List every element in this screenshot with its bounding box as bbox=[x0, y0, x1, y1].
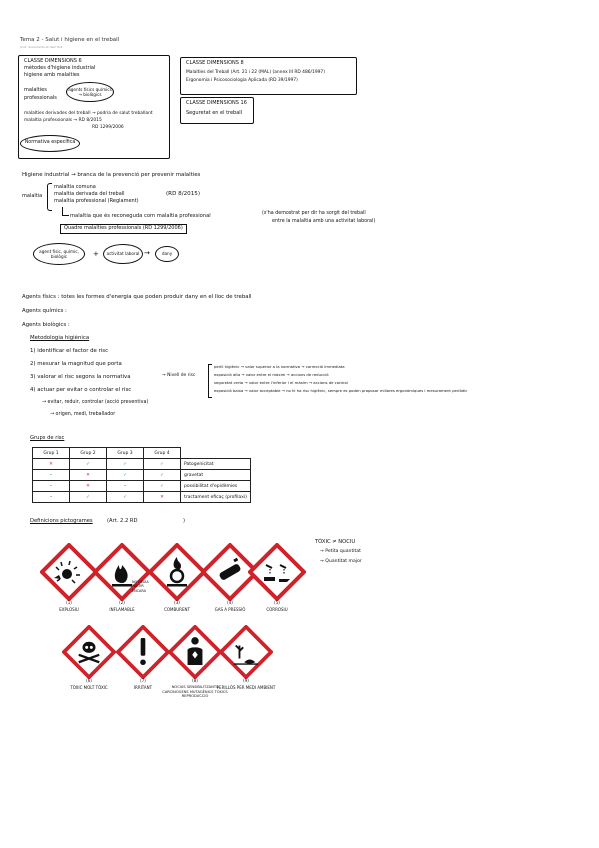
higiene-heading: Higiene industrial → branca de la prevenció per prevenir malalties bbox=[22, 172, 201, 178]
table-cell: ✕ bbox=[70, 470, 107, 481]
flow-activity: activitat laboral bbox=[103, 244, 143, 264]
table-cell: – bbox=[33, 481, 70, 492]
method-step: 4) actuar per evitar o controlar el risc bbox=[30, 387, 132, 393]
row-label: gravetat bbox=[181, 470, 251, 481]
picto-num: (2) bbox=[119, 600, 125, 605]
arrow-line: malaltia que és reconeguda com malaltia professional bbox=[70, 213, 211, 219]
normativa-oval: Normativa específica bbox=[20, 135, 80, 152]
picto-label: TÒXIC MOLT TÒXIC bbox=[70, 685, 108, 690]
picto-num: (6) bbox=[86, 678, 92, 683]
picto-num: (7) bbox=[140, 678, 146, 683]
table-cell: ✓ bbox=[144, 459, 181, 470]
picto-num: (3) bbox=[174, 600, 180, 605]
method-step: 1) identificar el factor de risc bbox=[30, 348, 109, 354]
col-header: Grup 3 bbox=[107, 448, 144, 459]
action-sub: → evitar, reduir, controlar (acció preventiva) bbox=[42, 400, 149, 405]
quadre-box: Quadre malalties professionals (RD 1299/2006) bbox=[60, 224, 187, 234]
method-step: 2) mesurar la magnitud que porta bbox=[30, 361, 122, 367]
picto-num: (8) bbox=[192, 678, 198, 683]
box1-line: higiene amb malalties bbox=[24, 72, 80, 78]
rd-ref: (RD 8/2015) bbox=[166, 191, 201, 197]
table-header-row bbox=[33, 448, 251, 459]
page-title: Tema 2 - Salut i higiene en el treball bbox=[20, 37, 120, 43]
arrow-bend bbox=[62, 207, 69, 216]
nivell-risc: → Nivell de risc bbox=[162, 373, 196, 378]
col-header: Grup 1 bbox=[33, 448, 70, 459]
flow-plus: + bbox=[93, 250, 99, 258]
box3-title: CLASSE DIMENSIONS 16 bbox=[186, 100, 247, 106]
brace-item: malaltia comuna bbox=[54, 184, 96, 190]
oxidizer-icon bbox=[148, 543, 206, 601]
method-step: 3) valorar el risc segons la normativa bbox=[30, 374, 131, 380]
box3-line: Seguretat en el treball bbox=[186, 110, 243, 116]
table-cell: ✕ bbox=[33, 459, 70, 470]
row-label: possibilitat d'epidèmies bbox=[181, 481, 251, 492]
table-cell: ✓ bbox=[107, 470, 144, 481]
row-label: tractament eficaç (profilaxi) bbox=[181, 492, 251, 503]
toxic-note: TÒXIC ≠ NOCIU bbox=[315, 539, 356, 545]
picto-num: (4) bbox=[227, 600, 233, 605]
pictograms-note: (Art. 2.2 RD bbox=[107, 518, 138, 524]
arrow-note: (s'ha demostrat per dir ha sorgit del treball bbox=[262, 211, 366, 216]
agents-quimics: Agents químics : bbox=[22, 308, 67, 314]
table-cell: ✕ bbox=[70, 481, 107, 492]
groups-heading: Grups de risc bbox=[30, 435, 65, 441]
picto-label: NOCIUS SENSIBILITZANTS CARCINÒGENS MUTAGÈNICS TÒXICS REPRODUCCIÓ bbox=[162, 685, 228, 699]
table-cell: ✓ bbox=[107, 459, 144, 470]
table-row bbox=[33, 459, 251, 470]
risk-line: exposició alta → valor entre el màxim → accions de reducció bbox=[214, 372, 329, 377]
risk-line: perill higiènic → valor superior a la normativa → correcció immediata bbox=[214, 364, 345, 369]
table-cell: – bbox=[107, 481, 144, 492]
box1-line: malalties professionals bbox=[24, 87, 57, 101]
table-cell: ✓ bbox=[144, 470, 181, 481]
table-cell: – bbox=[33, 470, 70, 481]
agents-oval: agents físics químics → biològics bbox=[66, 82, 114, 102]
box1-line: RD 1299/2006 bbox=[92, 125, 124, 130]
health-hazard-icon bbox=[168, 625, 222, 679]
table-cell: ✓ bbox=[70, 459, 107, 470]
toxic-note: → Quantitat major bbox=[320, 559, 362, 564]
box2-line: Ergonomia i Psicosociologia Aplicada (RD 39/1997) bbox=[186, 78, 298, 83]
picto-num: (1) bbox=[66, 600, 72, 605]
box1-line: malalties derivades del treball → podria de salut treballant bbox=[24, 111, 153, 116]
table-cell: ✕ bbox=[144, 492, 181, 503]
box1-line: CLASSE DIMENSIONS 6 bbox=[24, 58, 82, 64]
row-label: Patogenicitat bbox=[181, 459, 251, 470]
brace-item: malaltia derivada del treball bbox=[54, 191, 125, 197]
table-cell: – bbox=[33, 492, 70, 503]
table-row bbox=[33, 470, 251, 481]
metodologia-heading: Metodologia higiènica bbox=[30, 335, 90, 341]
picto-label: IRRITANT bbox=[133, 685, 153, 690]
flow-dany: dany bbox=[155, 246, 179, 262]
picto-num: (5) bbox=[274, 600, 280, 605]
toxic-note: → Petita quantitat bbox=[320, 549, 361, 554]
action-sub: → origen, medi, treballador bbox=[50, 412, 116, 417]
exclamation-icon bbox=[116, 625, 170, 679]
arrow-note: entre la malaltia amb una activitat laboral) bbox=[272, 219, 376, 224]
explosive-icon bbox=[40, 543, 98, 601]
brace bbox=[208, 364, 212, 398]
flow-agent: agent físic, químic, biològic bbox=[33, 243, 85, 265]
agents-fisics: Agents físics : totes les formes d'energia que poden produir dany en el lloc de treball bbox=[22, 294, 252, 300]
col-header: Grup 4 bbox=[144, 448, 181, 459]
flame-note: NO DEIXA PARTIR ENCARA bbox=[132, 580, 149, 593]
col-header: Grup 2 bbox=[70, 448, 107, 459]
table-cell: ✓ bbox=[70, 492, 107, 503]
box2-title: CLASSE DIMENSIONS 8 bbox=[186, 60, 244, 66]
groups-table bbox=[32, 447, 251, 503]
picto-label: COMBURENT bbox=[164, 607, 190, 612]
brace bbox=[47, 183, 52, 211]
risk-line: seguretat certa → valor entre l'inferior i el màxim → accions de control bbox=[214, 380, 348, 385]
risk-line: exposició baixa → valor acceptable → no hi ha risc higiènic, sempre es poden proposar millores ergonòmiques i mesurament periòdic bbox=[214, 388, 468, 393]
picto-label: PERILLÓS PER MEDI AMBIENT bbox=[216, 685, 276, 690]
picto-label: CORROSIU bbox=[266, 607, 288, 612]
flow-arrow: → bbox=[144, 249, 150, 257]
corrosive-icon bbox=[248, 543, 306, 601]
table-cell: ✓ bbox=[107, 492, 144, 503]
picto-label: EXPLOSIU bbox=[59, 607, 79, 612]
box2-line: Malalties del Treball (Art. 21 i 22 (MAL) (annex III RD 486/1997) bbox=[186, 70, 325, 75]
picto-label: GAS A PRESSIÓ bbox=[214, 607, 246, 612]
brace-lead: malaltia bbox=[22, 193, 43, 199]
pictograms-note-end: ) bbox=[183, 518, 186, 524]
pictograms-heading: Definicions pictogrames bbox=[30, 518, 93, 524]
box1-line: mètodes d'higiene industrial bbox=[24, 65, 96, 71]
box1-line: malaltia professionals → RD 8/2015 bbox=[24, 118, 102, 123]
table-row bbox=[33, 481, 251, 492]
skull-icon bbox=[62, 625, 116, 679]
table-cell: ✓ bbox=[144, 481, 181, 492]
table-row bbox=[33, 492, 251, 503]
page-subtitle: Unit. documents at dem N.6 bbox=[20, 45, 63, 49]
agents-biologics: Agents biològics : bbox=[22, 322, 70, 328]
picto-num: (9) bbox=[243, 678, 249, 683]
brace-item: malaltia professional (Reglament) bbox=[54, 198, 139, 204]
environment-icon bbox=[219, 625, 273, 679]
picto-label: INFLAMABLE bbox=[109, 607, 135, 612]
